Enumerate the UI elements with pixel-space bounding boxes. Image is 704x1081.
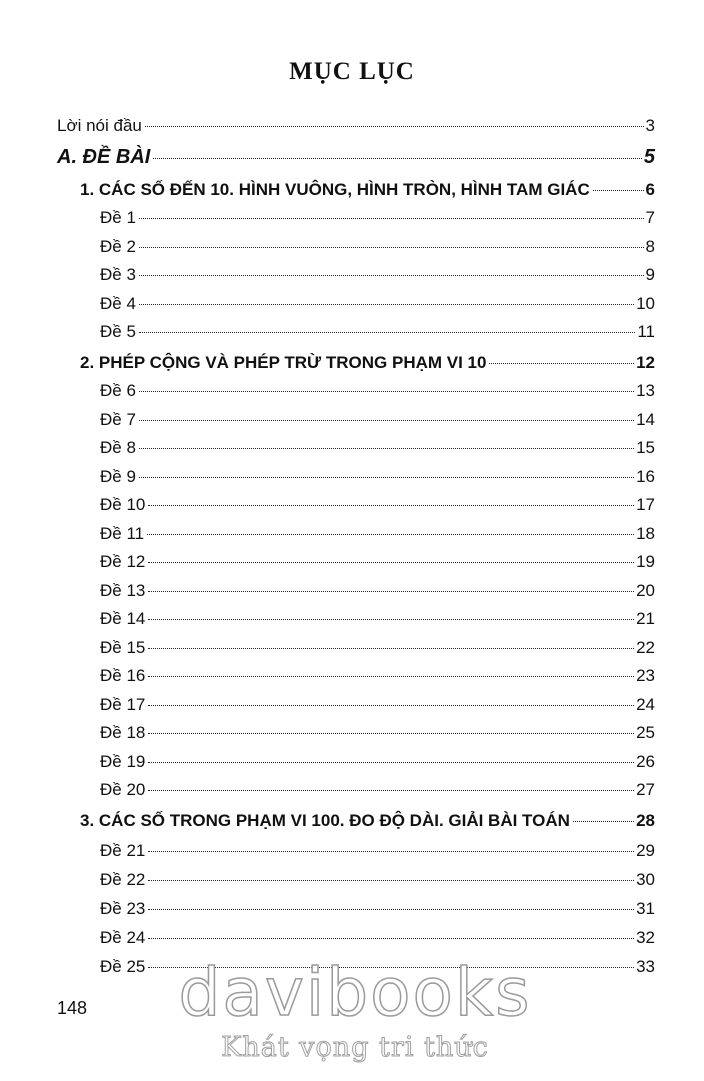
dot-leader <box>139 275 644 276</box>
watermark <box>150 954 560 1063</box>
toc-entry-label: Đề 24 <box>100 928 146 947</box>
dot-leader <box>573 821 634 822</box>
toc-entry-label: Đề 16 <box>100 666 146 685</box>
dot-leader <box>139 332 635 333</box>
toc-entry-page: 12 <box>636 353 655 372</box>
toc-entry-page: 11 <box>637 322 655 341</box>
toc-entry-page: 32 <box>636 928 655 947</box>
toc-entry-page: 20 <box>636 581 655 600</box>
dot-leader <box>153 158 642 159</box>
toc-entry-label: Đề 3 <box>100 265 136 284</box>
toc-entry[interactable] <box>100 232 655 262</box>
toc-entry-foreword[interactable] <box>57 111 655 141</box>
dot-leader <box>148 648 634 649</box>
toc-entry-label: Đề 9 <box>100 467 136 486</box>
toc-entry[interactable] <box>100 490 655 520</box>
dot-leader <box>489 363 634 364</box>
toc-entry-page: 7 <box>645 208 655 227</box>
dot-leader <box>148 790 634 791</box>
watermark-brand: davibooks <box>178 954 532 1031</box>
dot-leader <box>148 851 634 852</box>
toc-entry-label: A. ĐỀ BÀI <box>57 146 151 168</box>
toc-entry[interactable] <box>100 604 655 634</box>
toc-entry-page: 22 <box>636 638 655 657</box>
toc-entry-label: Đề 13 <box>100 581 146 600</box>
toc-entry[interactable] <box>100 865 655 895</box>
toc-entry[interactable] <box>100 289 655 319</box>
toc-entry-page: 9 <box>645 265 655 284</box>
dot-leader <box>148 733 634 734</box>
toc-entry-label: Đề 23 <box>100 899 146 918</box>
toc-entry-page: 31 <box>636 899 655 918</box>
dot-leader <box>139 448 634 449</box>
toc-entry-label: Đề 20 <box>100 780 146 799</box>
dot-leader <box>148 938 634 939</box>
toc-entry-label: Đề 18 <box>100 723 146 742</box>
toc-entry-label: Đề 22 <box>100 870 146 889</box>
dot-leader <box>139 477 634 478</box>
toc-entry-page: 30 <box>636 870 655 889</box>
toc-entry-page: 8 <box>645 237 655 256</box>
toc-entry-page: 5 <box>643 146 655 168</box>
toc-entry-label: Lời nói đầu <box>57 116 142 135</box>
watermark-slogan: Khát vọng tri thức <box>221 1032 489 1063</box>
toc-entry[interactable] <box>100 433 655 463</box>
dot-leader <box>148 909 634 910</box>
dot-leader <box>148 705 634 706</box>
toc-entry[interactable] <box>100 894 655 924</box>
toc-entry-page: 15 <box>636 438 655 457</box>
toc-entry-page: 18 <box>636 524 655 543</box>
toc-entry[interactable] <box>100 462 655 492</box>
toc-entry-label: Đề 11 <box>100 524 145 543</box>
dot-leader <box>139 391 634 392</box>
toc-section-1[interactable] <box>80 175 655 205</box>
toc-entry[interactable] <box>100 718 655 748</box>
toc-entry-label: 1. CÁC SỐ ĐẾN 10. HÌNH VUÔNG, HÌNH TRÒN, HÌNH TAM GIÁC <box>80 180 590 199</box>
dot-leader <box>139 218 644 219</box>
toc-entry-label: Đề 14 <box>100 609 146 628</box>
toc-entry[interactable] <box>100 203 655 233</box>
toc-entry-page: 29 <box>636 841 655 860</box>
toc-entry[interactable] <box>100 317 655 347</box>
dot-leader <box>145 126 644 127</box>
dot-leader <box>139 304 634 305</box>
toc-entry-label: Đề 17 <box>100 695 146 714</box>
toc-entry-page: 33 <box>636 957 655 976</box>
toc-entry-page: 13 <box>636 381 655 400</box>
toc-entry-label: Đề 1 <box>100 208 136 227</box>
toc-entry[interactable] <box>100 576 655 606</box>
toc-entry-page: 6 <box>645 180 655 199</box>
dot-leader <box>148 562 634 563</box>
toc-entry-page: 25 <box>636 723 655 742</box>
dot-leader <box>147 534 634 535</box>
toc-entry[interactable] <box>100 260 655 290</box>
toc-part-a[interactable] <box>57 142 655 172</box>
toc-entry-label: Đề 2 <box>100 237 136 256</box>
toc-entry[interactable] <box>100 923 655 953</box>
toc-entry-page: 10 <box>636 294 655 313</box>
toc-entry-page: 17 <box>636 495 655 514</box>
toc-entry-page: 14 <box>636 410 655 429</box>
toc-entry-page: 3 <box>645 116 655 135</box>
toc-section-2[interactable] <box>80 348 655 378</box>
toc-entry[interactable] <box>100 633 655 663</box>
toc-entry[interactable] <box>100 519 655 549</box>
dot-leader <box>593 190 644 191</box>
toc-entry-label: Đề 8 <box>100 438 136 457</box>
toc-entry-label: 2. PHÉP CỘNG VÀ PHÉP TRỪ TRONG PHẠM VI 10 <box>80 353 487 372</box>
toc-entry[interactable] <box>100 376 655 406</box>
toc-entry[interactable] <box>100 747 655 777</box>
toc-entry-page: 16 <box>636 467 655 486</box>
toc-entry-label: Đề 6 <box>100 381 136 400</box>
dot-leader <box>148 591 634 592</box>
toc-entry-label: Đề 4 <box>100 294 136 313</box>
toc-entry-page: 28 <box>636 811 655 830</box>
toc-entry-page: 24 <box>636 695 655 714</box>
dot-leader <box>148 619 634 620</box>
toc-entry[interactable] <box>100 690 655 720</box>
toc-entry-page: 27 <box>636 780 655 799</box>
dot-leader <box>139 247 644 248</box>
dot-leader <box>148 676 634 677</box>
toc-entry[interactable] <box>100 547 655 577</box>
toc-entry-label: Đề 7 <box>100 410 136 429</box>
toc-entry-label: Đề 19 <box>100 752 146 771</box>
toc-entry-label: Đề 12 <box>100 552 146 571</box>
toc-entry-label: 3. CÁC SỐ TRONG PHẠM VI 100. ĐO ĐỘ DÀI. GIẢI BÀI TOÁN <box>80 811 570 830</box>
dot-leader <box>148 880 634 881</box>
toc-entry-label: Đề 10 <box>100 495 146 514</box>
toc-section-3[interactable] <box>80 806 655 836</box>
page-number: 148 <box>57 998 88 1018</box>
toc-entry[interactable] <box>100 405 655 435</box>
toc-entry-page: 23 <box>636 666 655 685</box>
dot-leader <box>148 762 634 763</box>
toc-entry[interactable] <box>100 836 655 866</box>
page-title: MỤC LỤC <box>289 58 415 85</box>
toc-entry-page: 19 <box>636 552 655 571</box>
dot-leader <box>148 505 634 506</box>
toc-entry[interactable] <box>100 775 655 805</box>
toc-entry-label: Đề 25 <box>100 957 146 976</box>
toc-entry[interactable] <box>100 661 655 691</box>
dot-leader <box>139 420 634 421</box>
toc-entry-page: 21 <box>636 609 655 628</box>
toc-entry-page: 26 <box>636 752 655 771</box>
toc-entry-label: Đề 5 <box>100 322 136 341</box>
toc-entry-label: Đề 21 <box>100 841 146 860</box>
toc-entry-label: Đề 15 <box>100 638 146 657</box>
